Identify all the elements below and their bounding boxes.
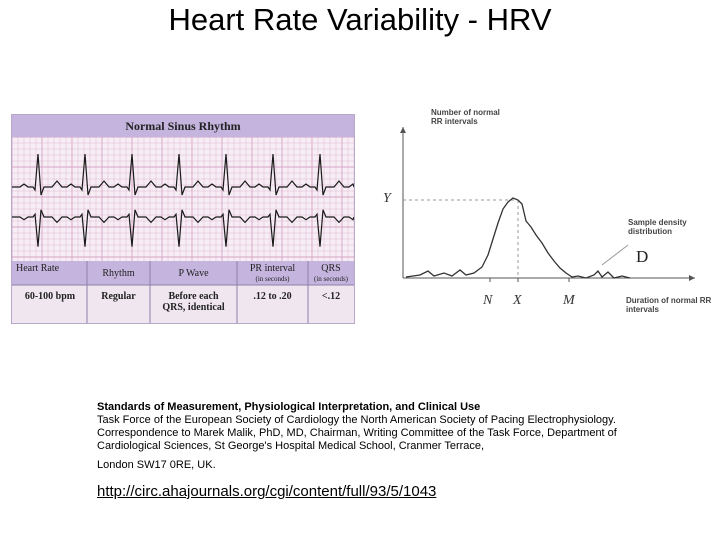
ecg-value-qrs: <.12 <box>321 291 341 302</box>
reference-link[interactable]: http://circ.ahajournals.org/cgi/content/full/93/5/1043 <box>97 483 437 500</box>
ecg-header-heart-rate-label: Heart Rate <box>16 263 60 274</box>
ecg-value-heart-rate: 60-100 bpm <box>24 291 76 302</box>
ecg-value-p-wave: Before each QRS, identical <box>162 291 225 313</box>
ecg-header-rhythm <box>87 268 150 279</box>
annotation-pointer <box>602 245 628 265</box>
citation-address: London SW17 0RE, UK. <box>97 459 216 471</box>
citation <box>97 401 667 472</box>
ecg-header-qrs <box>308 263 354 285</box>
ecg-header-qrs-label: QRS <box>321 263 341 274</box>
ecg-value-pr-interval: .12 to .20 <box>253 291 292 302</box>
ecg-header-pr-interval-label: PR interval <box>249 263 296 274</box>
ecg-strip <box>12 137 354 261</box>
ecg-header-pr-interval <box>237 263 308 285</box>
ecg-header-p-wave <box>150 268 237 279</box>
histogram-x-axis-title: Duration of normal RR intervals <box>626 296 712 314</box>
ecg-criteria-table <box>12 261 354 323</box>
ecg-header-rhythm-label: Rhythm <box>102 268 135 279</box>
ecg-figure <box>11 114 355 324</box>
histogram-y-axis-title: Number of normal RR intervals <box>431 108 500 126</box>
citation-body: Task Force of the European Society of Cardiology the North American Society of Pacing Electrophysiology. Correspondence to Marek Malik, PhD, MD, Chairman, Writing Committee of the Task Force, Department of Cardiological Sciences, St George's Hospital Medical School, Cranmer Terrace, <box>97 414 617 452</box>
histogram-annotation: Sample density distribution <box>628 218 687 236</box>
histogram-panel-label: D <box>636 247 649 266</box>
citation-title: Standards of Measurement, Physiological Interpretation, and Clinical Use <box>97 401 481 413</box>
ecg-header-qrs-unit: (in seconds) <box>313 275 349 283</box>
ecg-header-pr-interval-unit: (in seconds) <box>255 275 290 283</box>
ecg-header-p-wave-label: P Wave <box>178 268 209 279</box>
slide-title: Heart Rate Variability - HRV <box>168 2 552 37</box>
histogram-marker-x: X <box>513 293 522 308</box>
ecg-figure-title: Normal Sinus Rhythm <box>12 115 354 137</box>
histogram-peak-label: Y <box>383 191 391 206</box>
ecg-header-heart-rate <box>16 263 76 274</box>
ecg-value-rhythm: Regular <box>101 291 136 302</box>
rr-histogram <box>360 105 700 320</box>
histogram-marker-m: M <box>563 293 575 308</box>
histogram-marker-n: N <box>483 293 493 308</box>
